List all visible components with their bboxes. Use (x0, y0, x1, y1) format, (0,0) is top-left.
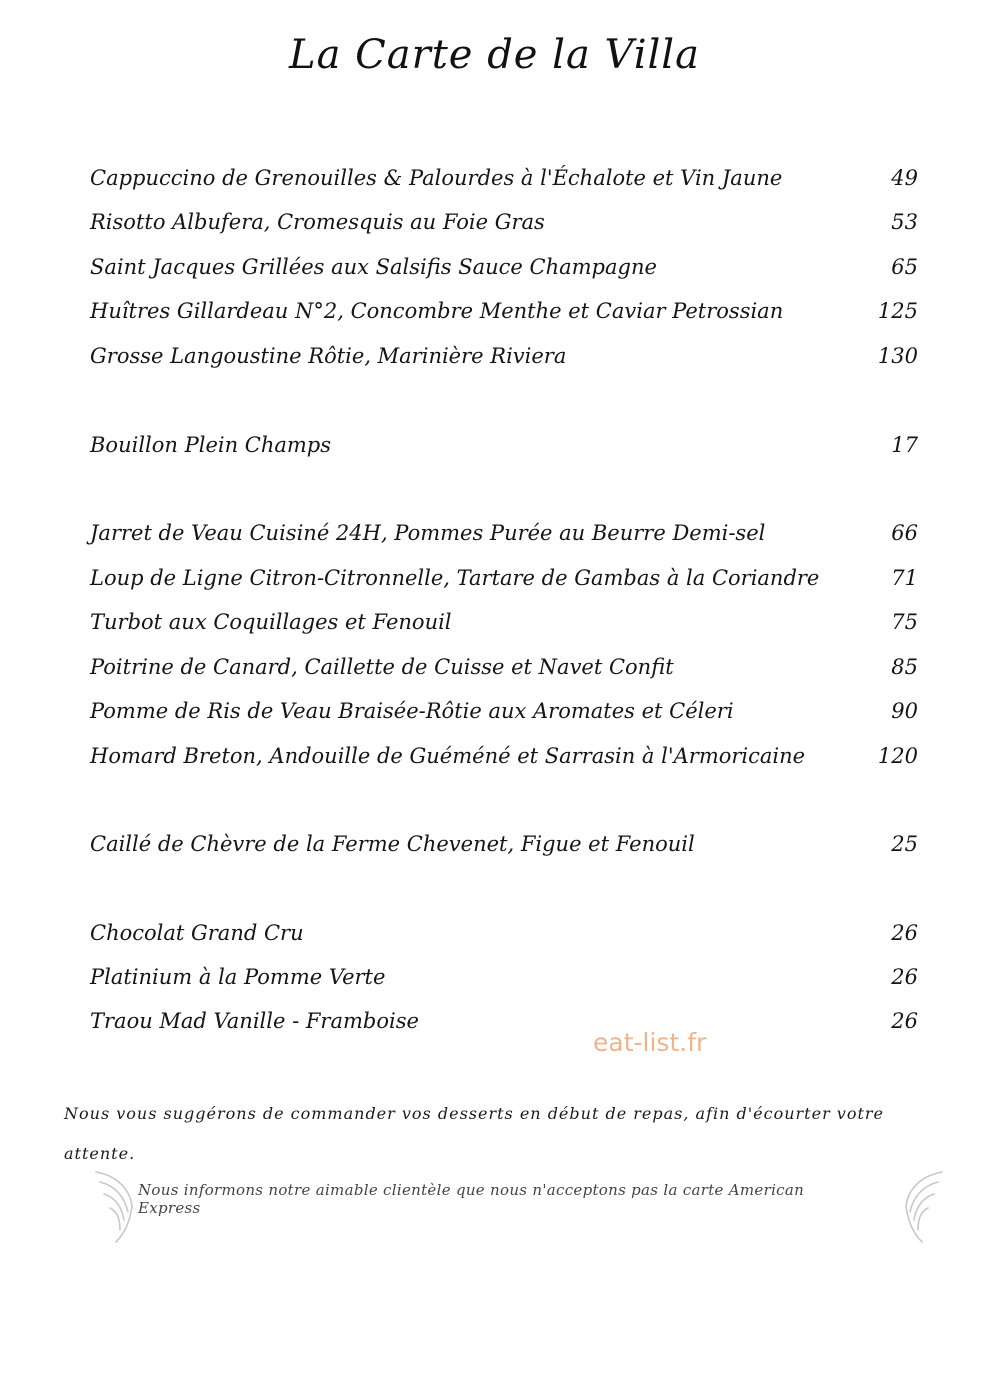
menu-item-name: Turbot aux Coquillages et Fenouil (90, 610, 452, 634)
menu-item-price: 66 (891, 521, 918, 545)
menu-item (90, 344, 918, 380)
menu-item (90, 166, 918, 202)
menu-item-price: 17 (891, 433, 918, 457)
menu-item-price: 120 (877, 744, 918, 768)
menu-item (90, 832, 918, 868)
menu-item-price: 71 (891, 566, 918, 590)
menu-item (90, 699, 918, 735)
menu-item-price: 26 (891, 921, 918, 945)
menu-item-price: 25 (891, 832, 918, 856)
menu-title: La Carte de la Villa (289, 32, 700, 78)
menu-item (90, 1009, 918, 1045)
menu-item (90, 521, 918, 557)
menu-item (90, 610, 918, 646)
menu-item (90, 965, 918, 1001)
angel-wing-left-icon (92, 1166, 134, 1246)
menu-item-name: Chocolat Grand Cru (90, 921, 304, 945)
menu-item-price: 53 (891, 210, 918, 234)
menu-item-price: 49 (891, 166, 918, 190)
menu-item-name: Platinium à la Pomme Verte (90, 965, 386, 989)
menu-item-price: 90 (891, 699, 918, 723)
menu-item (90, 744, 918, 780)
menu-item (90, 566, 918, 602)
menu-item-price: 65 (891, 255, 918, 279)
menu-item-name: Loup de Ligne Citron-Citronnelle, Tartare de Gambas à la Coriandre (90, 566, 820, 590)
menu-item-name: Cappuccino de Grenouilles & Palourdes à l'Échalote et Vin Jaune (90, 166, 783, 190)
menu-item (90, 433, 918, 469)
menu-item (90, 655, 918, 691)
menu-item-price: 125 (877, 299, 918, 323)
menu-item-name: Saint Jacques Grillées aux Salsifis Sauce Champagne (90, 255, 657, 279)
menu-item (90, 255, 918, 291)
menu-item (90, 299, 918, 335)
dessert-note: Nous vous suggérons de commander vos desserts en début de repas, afin d'écourter votre attente. (64, 1104, 885, 1163)
menu-item-name: Homard Breton, Andouille de Guéméné et Sarrasin à l'Armoricaine (90, 744, 806, 768)
watermark: eat-list.fr (593, 1028, 707, 1057)
menu-item (90, 921, 918, 957)
menu-item-name: Bouillon Plein Champs (90, 433, 332, 457)
angel-wing-right-icon (904, 1166, 946, 1246)
menu-item-price: 26 (891, 1009, 918, 1033)
menu-item-price: 130 (877, 344, 918, 368)
menu-item-name: Risotto Albufera, Cromesquis au Foie Gras (90, 210, 545, 234)
menu-item-name: Caillé de Chèvre de la Ferme Chevenet, Figue et Fenouil (90, 832, 695, 856)
menu-item-name: Grosse Langoustine Rôtie, Marinière Riviera (90, 344, 567, 368)
menu-item-price: 85 (891, 655, 918, 679)
menu-item (90, 210, 918, 246)
menu-item-price: 26 (891, 965, 918, 989)
menu-item-name: Huîtres Gillardeau N°2, Concombre Menthe et Caviar Petrossian (90, 299, 784, 323)
menu-item-name: Traou Mad Vanille - Framboise (90, 1009, 419, 1033)
menu-item-name: Jarret de Veau Cuisiné 24H, Pommes Purée au Beurre Demi-sel (90, 521, 766, 545)
menu-item-name: Pomme de Ris de Veau Braisée-Rôtie aux Aromates et Céleri (90, 699, 734, 723)
menu-item-name: Poitrine de Canard, Caillette de Cuisse et Navet Confit (90, 655, 674, 679)
menu-item-price: 75 (891, 610, 918, 634)
amex-notice: Nous informons notre aimable clientèle que nous n'acceptons pas la carte American Express (138, 1181, 805, 1217)
